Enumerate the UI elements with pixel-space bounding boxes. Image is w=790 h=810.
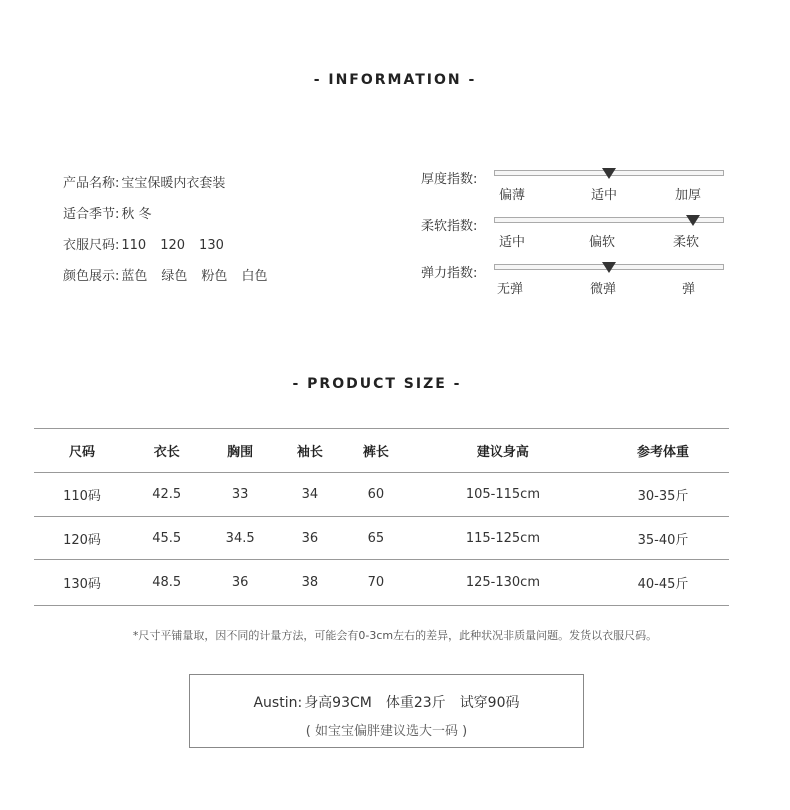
size-table — [34, 428, 729, 606]
table-cell: 30-35斤 — [597, 473, 729, 517]
info-row-sizes — [63, 234, 238, 253]
index-option: 适中 — [499, 235, 526, 250]
index-marker-icon — [602, 168, 616, 179]
index-marker-icon — [602, 262, 616, 273]
index-label: 厚度指数: — [421, 172, 478, 187]
info-label: 产品名称: — [63, 176, 120, 191]
model-name: Austin: — [253, 695, 303, 711]
info-label: 颜色展示: — [63, 269, 120, 284]
size-value: 130 — [199, 238, 224, 253]
column-header: 袖长 — [277, 429, 343, 473]
size-value: 110 — [121, 238, 147, 253]
index-option: 偏薄 — [499, 188, 526, 203]
table-cell: 70 — [343, 560, 409, 606]
color-value: 粉色 — [201, 269, 228, 284]
color-value: 蓝色 — [121, 269, 148, 284]
table-cell: 35-40斤 — [597, 517, 729, 560]
table-cell: 48.5 — [130, 560, 203, 606]
index-label: 柔软指数: — [421, 219, 478, 234]
model-info-box — [189, 674, 584, 748]
table-cell: 38 — [277, 560, 343, 606]
color-value: 绿色 — [161, 269, 188, 284]
info-row-colors — [63, 265, 281, 284]
index-option: 无弹 — [497, 282, 524, 297]
model-stats — [190, 692, 583, 712]
table-cell: 42.5 — [130, 473, 203, 517]
thickness-index — [421, 168, 741, 208]
column-header: 尺码 — [34, 429, 130, 473]
product-size-title: - PRODUCT SIZE - — [292, 376, 462, 392]
table-cell: 40-45斤 — [597, 560, 729, 606]
index-option: 微弹 — [590, 282, 617, 297]
table-row — [34, 560, 729, 606]
table-cell: 34.5 — [203, 517, 276, 560]
index-track — [494, 170, 724, 176]
elasticity-index — [421, 262, 741, 302]
index-marker-icon — [686, 215, 700, 226]
column-header: 参考体重 — [597, 429, 729, 473]
column-header: 裤长 — [343, 429, 409, 473]
table-cell: 65 — [343, 517, 409, 560]
size-value: 120 — [160, 238, 186, 253]
info-row-product-name — [63, 172, 239, 191]
information-title: - INFORMATION - — [313, 72, 477, 88]
info-label: 适合季节: — [63, 207, 120, 222]
table-cell: 34 — [277, 473, 343, 517]
table-row — [34, 517, 729, 560]
table-cell: 33 — [203, 473, 276, 517]
column-header: 衣长 — [130, 429, 203, 473]
table-cell: 45.5 — [130, 517, 203, 560]
table-header-row — [34, 429, 729, 473]
table-cell: 130码 — [34, 560, 130, 606]
index-option: 弹 — [682, 282, 696, 297]
measurement-note: *尺寸平铺量取，因不同的计量方法，可能会有0-3cm左右的差异，此种状况非质量问题。发货以衣服尺码。 — [132, 629, 658, 642]
column-header: 胸围 — [203, 429, 276, 473]
model-height: 身高93CM — [304, 695, 372, 711]
index-option: 偏软 — [589, 235, 616, 250]
index-option: 适中 — [591, 188, 618, 203]
column-header: 建议身高 — [409, 429, 597, 473]
info-value: 宝宝保暖内衣套装 — [121, 176, 226, 191]
index-label: 弹力指数: — [421, 266, 478, 281]
info-value: 秋 冬 — [121, 207, 152, 222]
table-cell: 115-125cm — [409, 517, 597, 560]
table-cell: 36 — [203, 560, 276, 606]
table-cell: 60 — [343, 473, 409, 517]
info-row-season — [63, 203, 166, 222]
model-try-size: 试穿90码 — [459, 695, 520, 711]
index-option: 柔软 — [673, 235, 700, 250]
table-cell: 105-115cm — [409, 473, 597, 517]
info-label: 衣服尺码: — [63, 238, 120, 253]
table-cell: 125-130cm — [409, 560, 597, 606]
softness-index — [421, 215, 741, 255]
index-track — [494, 264, 724, 270]
table-row — [34, 473, 729, 517]
model-advice: ( 如宝宝偏胖建议选大一码 ) — [305, 724, 468, 739]
table-cell: 120码 — [34, 517, 130, 560]
index-track — [494, 217, 724, 223]
table-cell: 36 — [277, 517, 343, 560]
table-cell: 110码 — [34, 473, 130, 517]
model-weight: 体重23斤 — [385, 695, 446, 711]
index-option: 加厚 — [675, 188, 702, 203]
color-value: 白色 — [241, 269, 268, 284]
